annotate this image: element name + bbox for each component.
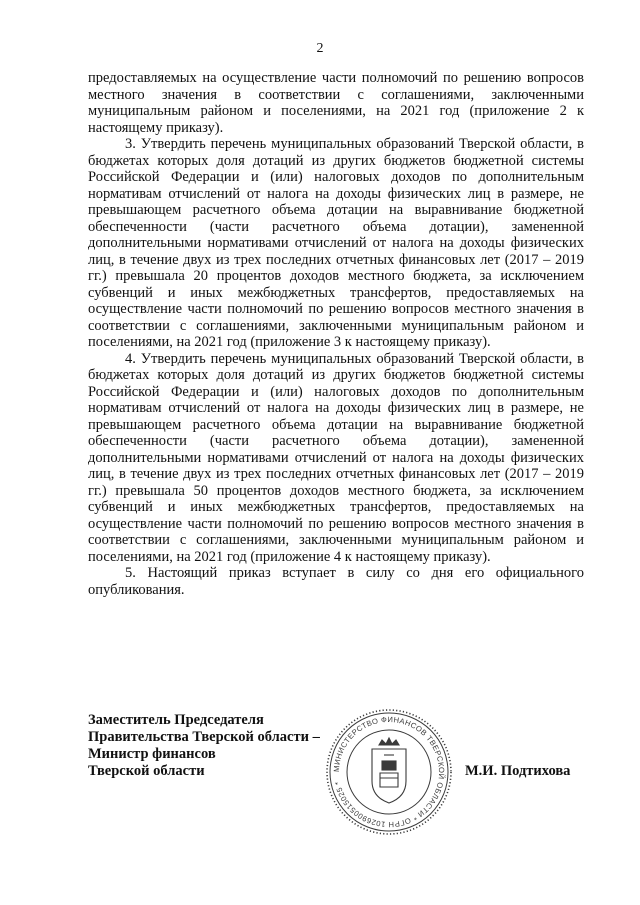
paragraph-continuation: предоставляемых на осуществление части полномочий по решению вопросов местного значения в соответствии с соглашениями, заключенными муниципальным районом и поселениями, на 2021 год (приложение 2 к настоящему приказу). [88,70,584,136]
paragraph-item-3: 3. Утвердить перечень муниципальных образований Тверской области, в бюджетах которых доля дотаций из других бюджетов бюджетной системы Российской Федерации и (или) налоговых доходов по дополнительным нормативам отчислений от налога на доходы физических лиц в размере, не превышающем расчетного объема дотации на выравнивание бюджетной обеспеченности (части расчетного объема дотации), замененной дополнительными нормативами отчислений от налога на доходы физических лиц, в течение двух из трех последних отчетных финансовых лет (2017 – 2019 гг.) превышала 20 процентов доходов местного бюджета, за исключением субвенций и иных межбюджетных трансфертов, предоставляемых на осуществление части полномочий по решению вопросов местного значения в соответствии с соглашениями, заключенными муниципальным районом и поселениями, на 2021 год (приложение 3 к настоящему приказу). [88,136,584,350]
official-seal [324,707,454,837]
signature-title-line: Министр финансов [88,746,216,762]
seal-outer-ring [327,710,451,834]
seal-ring-text: МИНИСТЕРСТВО ФИНАНСОВ ТВЕРСКОЙ ОБЛАСТИ * ОГРН 1026900515025 * [331,714,447,830]
body-text [88,70,584,598]
signature-title-line: Тверской области [88,763,205,779]
seal-outer-border [330,713,448,831]
signature-title-line: Правительства Тверской области – [88,729,320,745]
paragraph-item-5: 5. Настоящий приказ вступает в силу со дня его официального опубликования. [88,565,584,598]
signature-title-line: Заместитель Председателя [88,712,264,728]
seal-graphic [324,707,454,837]
page-number: 2 [316,41,324,56]
paragraph-item-4: 4. Утвердить перечень муниципальных образований Тверской области, в бюджетах которых доля дотаций из других бюджетов бюджетной системы Российской Федерации и (или) налоговых доходов по дополнительным нормативам отчислений от налога на доходы физических лиц в размере, не превышающем расчетного объема дотации на выравнивание бюджетной обеспеченности (части расчетного объема дотации), замененной дополнительными нормативами отчислений от налога на доходы физических лиц, в течение двух из трех последних отчетных финансовых лет (2017 – 2019 гг.) превышала 50 процентов доходов местного бюджета, за исключением субвенций и иных межбюджетных трансфертов, предоставляемых на осуществление части полномочий по решению вопросов местного значения в соответствии с соглашениями, заключенными муниципальным районом и поселениями, на 2021 год (приложение 4 к настоящему приказу). [88,350,584,565]
signer-name: М.И. Подтихова [465,763,571,779]
coat-of-arms-icon [372,738,406,803]
